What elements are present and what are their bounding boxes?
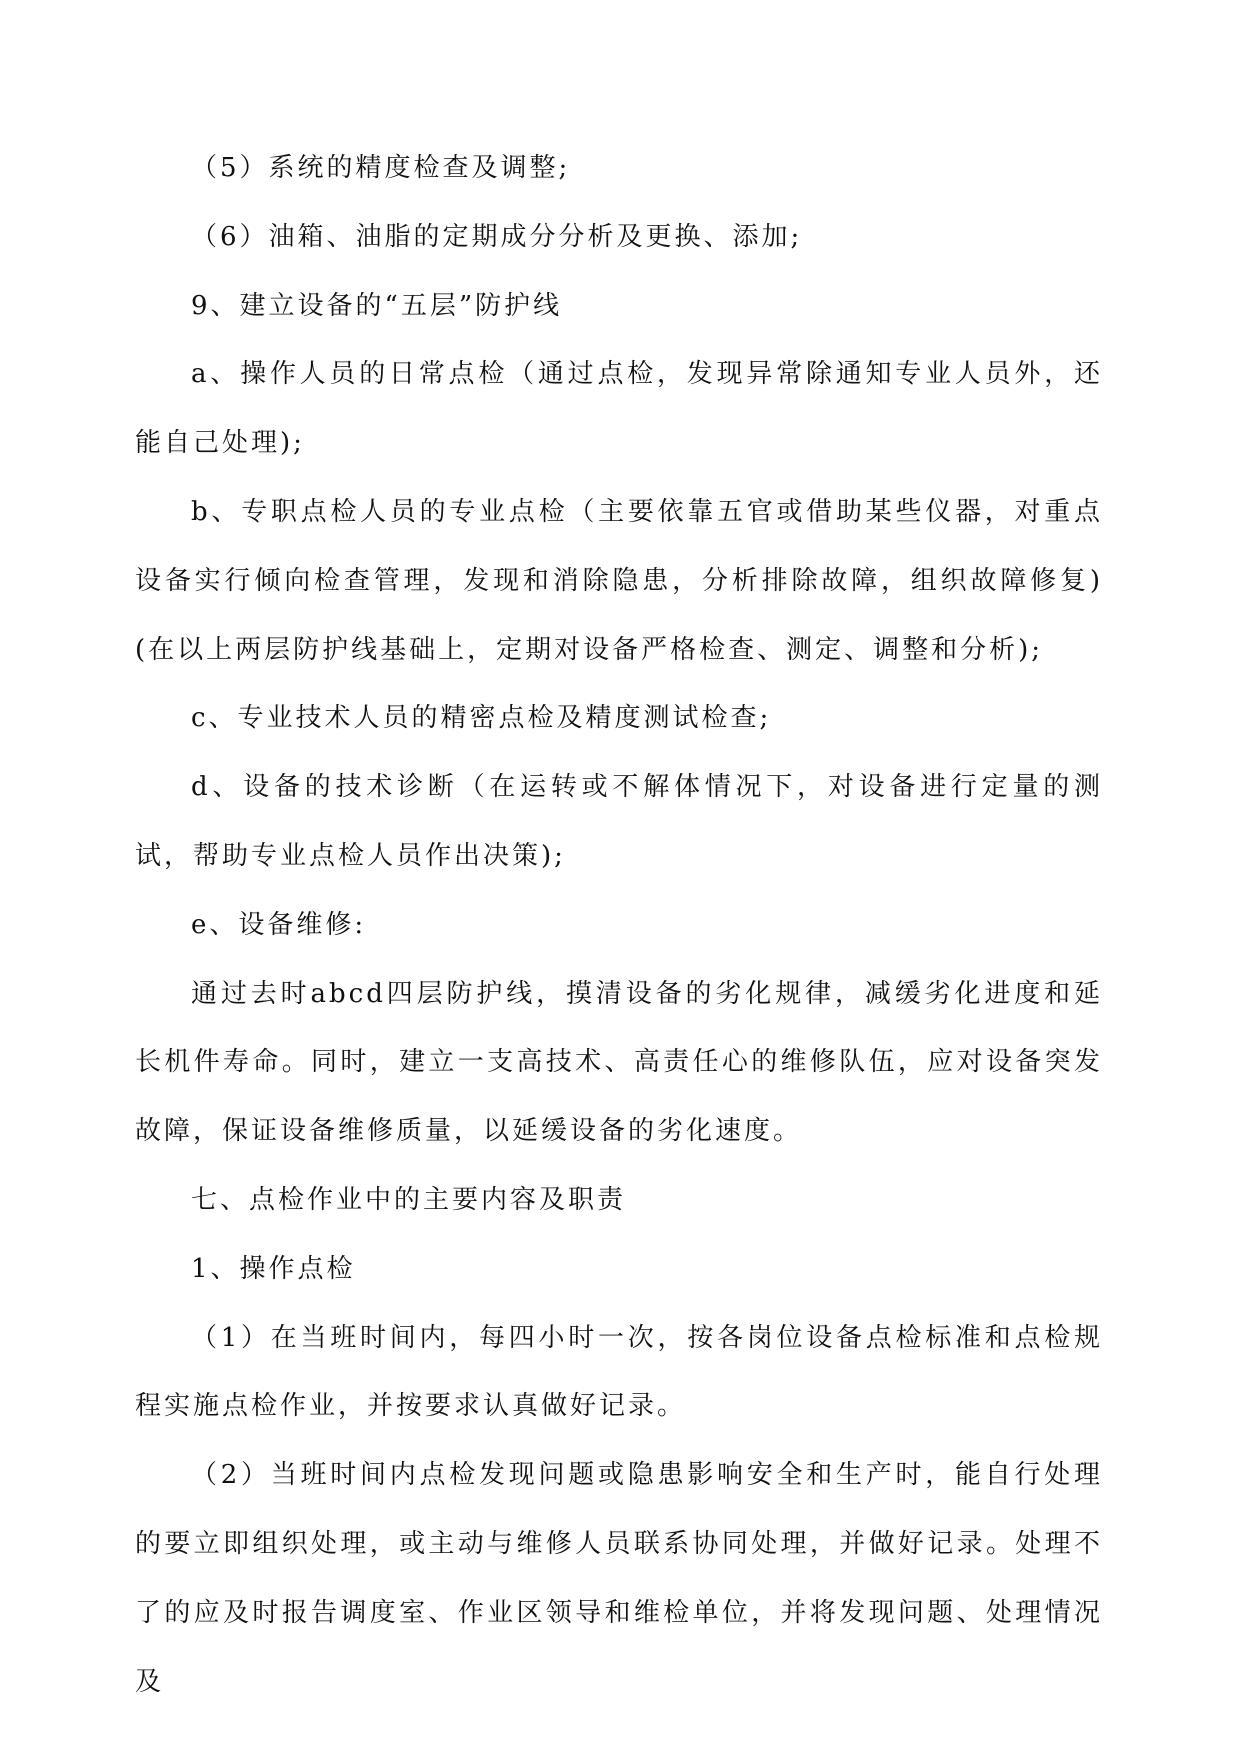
paragraph-layer-c: c、专业技术人员的精密点检及精度测试检查; xyxy=(191,703,772,734)
paragraph-maintenance-summary: 通过去时abcd四层防护线，摸清设备的劣化规律，减缓劣化进度和延长机件寿命。同时，建立一支高技术、高责任心的维修队伍，应对设备突发故障，保证设备维修质量，以延缓设备的劣化速度。 xyxy=(135,978,1103,1147)
paragraph-problem-handling: （2）当班时间内点检发现问题或隐患影响安全和生产时，能自行处理的要立即组织处理，或主动与维修人员联系协同处理，并做好记录。处理不了的应及时报告调度室、作业区领导和维检单位，并将发现问题、处理情况及 xyxy=(135,1460,1103,1697)
paragraph-five-layer-heading: 9、建立设备的“五层”防护线 xyxy=(191,290,563,321)
paragraph-shift-inspection: （1）在当班时间内，每四小时一次，按各岗位设备点检标准和点检规程实施点检作业，并按要求认真做好记录。 xyxy=(135,1322,1103,1422)
paragraph-layer-e: e、设备维修: xyxy=(191,909,367,940)
paragraph-layer-b: b、专职点检人员的专业点检（主要依靠五官或借助某些仪器，对重点设备实行倾向检查管理，发现和消除隐患，分析排除故障，组织故障修复)(在以上两层防护线基础上，定期对设备严格检查、测定、调整和分析); xyxy=(135,496,1103,665)
paragraph-layer-d: d、设备的技术诊断（在运转或不解体情况下，对设备进行定量的测试，帮助专业点检人员作出决策); xyxy=(135,772,1103,871)
document-body xyxy=(135,134,1103,1716)
subsection-heading-operation-inspection: 1、操作点检 xyxy=(191,1253,356,1284)
section-heading-inspection-duties: 七、点检作业中的主要内容及职责 xyxy=(191,1184,627,1215)
paragraph-layer-a: a、操作人员的日常点检（通过点检，发现异常除通知专业人员外，还能自己处理); xyxy=(135,359,1103,459)
paragraph-oil-analysis: （6）油箱、油脂的定期成分分析及更换、添加; xyxy=(191,221,803,252)
paragraph-system-precision-check: （5）系统的精度检查及调整; xyxy=(191,153,571,183)
